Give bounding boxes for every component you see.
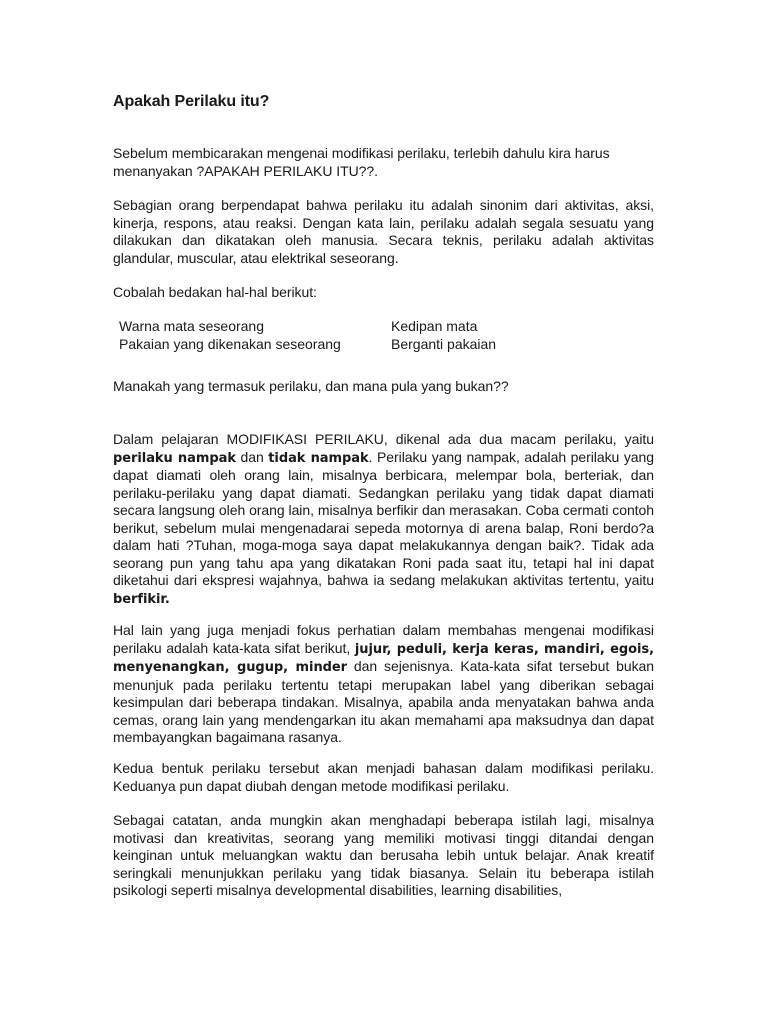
paragraph-behavior-types [113,431,654,608]
comparison-table [113,318,496,353]
paragraph-definition: Sebagian orang berpendapat bahwa perilaku itu adalah sinonim dari aktivitas, aksi, kinerja, respons, atau reaksi. Dengan kata lain, perilaku adalah segala sesuatu yang dilakukan dan dikatakan oleh manusia. Secara teknis, perilaku adalah aktivitas glandular, muscular, atau elektrikal seseorang. [113,197,654,266]
paragraph-both-forms: Kedua bentuk perilaku tersebut akan menjadi bahasan dalam modifikasi perilaku. Keduanya pun dapat diubah dengan metode modifikasi perilaku. [113,760,654,794]
text-segment: dan sejenisnya. Kata-kata sifat tersebut bukan menunjuk pada perilaku tertentu tetapi merupakan label yang diberikan sebagai kesimpulan dari beberapa tindakan. Misalnya, apabila anda menyatakan bahwa anda cemas, orang lain yang mendengarkan itu akan memahami apa maksudnya dan dapat membayangkan bagaimana rasanya. [113,658,654,745]
comparison-cell: Berganti pakaian [391,335,497,352]
bold-term: perilaku nampak [113,450,236,466]
bold-term: jujur, peduli, kerja keras, mandiri, egois, menyenangkan, gugup, minder [113,641,654,675]
text-segment: . Perilaku yang nampak, adalah perilaku yang dapat diamati oleh orang lain, misalnya berbicara, melempar bola, berteriak, dan perilaku-perilaku yang dapat diamati. Sedangkan perilaku yang tidak dapat diamati secara langsung oleh orang lain, misalnya berfikir dan merasakan. Coba cermati contoh berikut, sebelum mulai mengenadarai sepeda motornya di arena balap, Roni berdo?a dalam hati ?Tuhan, moga-moga saya dapat melakukannya dengan baik?. Tidak ada seorang pun yang tahu apa yang dikatakan Roni pada saat itu, tetapi hal ini dapat diketahui dari ekspresi wajahnya, bahwa ia sedang melakukan aktivitas tertentu, yaitu [113,448,654,588]
comparison-row [113,318,496,336]
comparison-cell: Pakaian yang dikenakan seseorang [119,335,341,352]
comparison-cell: Warna mata seseorang [119,318,264,334]
text-segment: dan [235,448,269,465]
paragraph-compare-prompt: Cobalah bedakan hal-hal berikut: [113,284,317,300]
text-segment: Hal lain yang juga menjadi fokus perhatian dalam membahas mengenai modifikasi perilaku adalah kata-kata sifat berikut, [113,622,654,656]
page-title: Apakah Perilaku itu? [113,93,270,110]
paragraph-notes: Sebagai catatan, anda mungkin akan menghadapi beberapa istilah lagi, misalnya motivasi dan kreativitas, seorang yang memiliki motivasi tinggi ditandai dengan keinginan untuk meluangkan waktu dan berusaha lebih untuk belajar. Anak kreatif seringkali menunjukkan perilaku yang tidak biasanya. Selain itu beberapa istilah psikologi seperti misalnya developmental disabilities, learning disabilities, [113,812,654,898]
paragraph-question: Manakah yang termasuk perilaku, dan mana pula yang bukan?? [113,378,509,394]
comparison-cell: Kedipan mata [391,318,478,334]
bold-term: tidak nampak [268,450,369,466]
paragraph-adjectives [113,622,654,747]
paragraph-intro: Sebelum membicarakan mengenai modifikasi perilaku, terlebih dahulu kira harus menanyakan ?APAKAH PERILAKU ITU??. [113,145,610,179]
bold-term: berfikir. [113,591,170,607]
text-segment: Dalam pelajaran MODIFIKASI PERILAKU, dikenal ada dua macam perilaku, yaitu [113,431,654,447]
comparison-row [113,336,496,354]
